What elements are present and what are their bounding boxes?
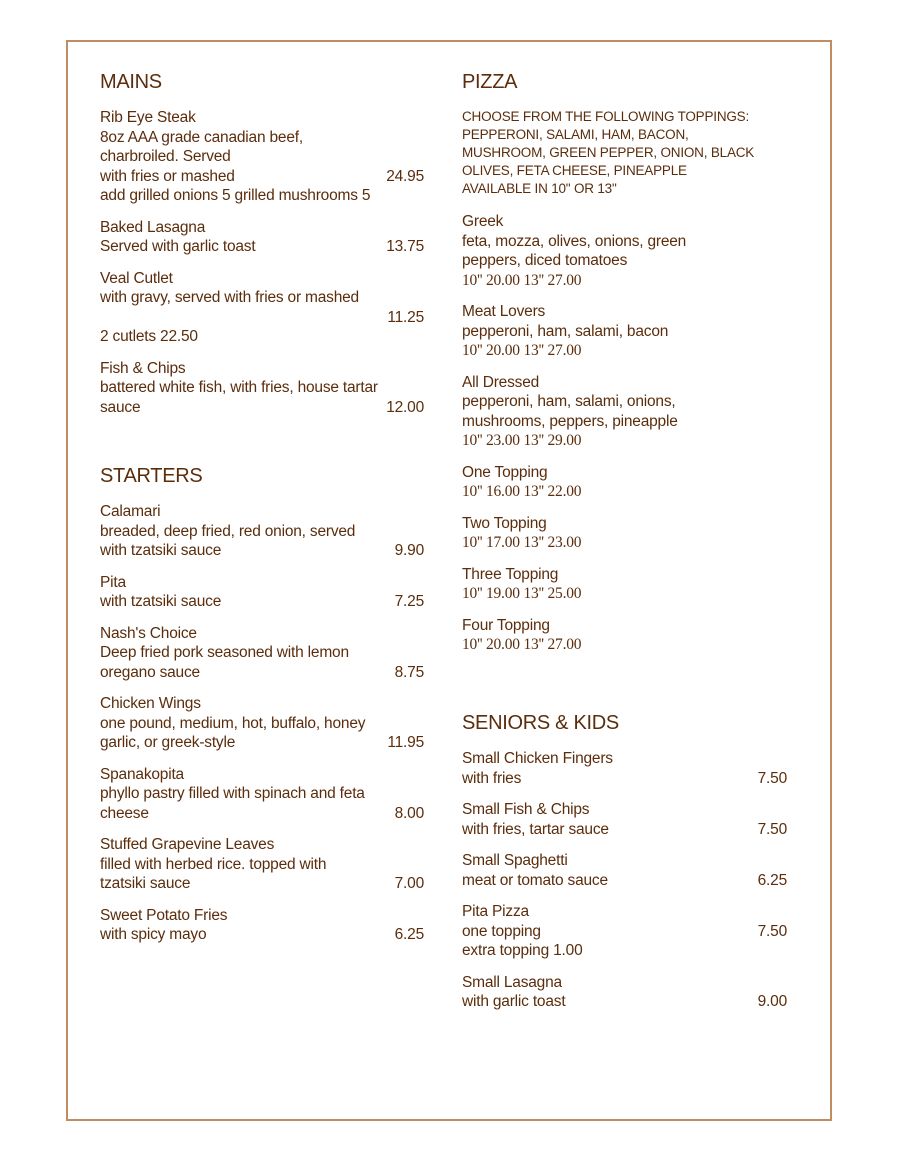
item-line — [100, 308, 424, 328]
item-name: One Topping — [462, 463, 548, 481]
size-prices: 10'' 16.00 13'' 22.00 — [462, 483, 582, 500]
item-name: Rib Eye Steak — [100, 109, 196, 126]
section-starters — [100, 464, 424, 957]
item-name: Veal Cutlet — [100, 269, 173, 287]
item-description: cheese — [100, 804, 149, 822]
item-name: Small Spaghetti — [462, 852, 568, 869]
menu-item — [462, 973, 787, 1012]
item-description: 8oz AAA grade canadian beef, — [100, 128, 303, 146]
item-price: 7.50 — [757, 922, 787, 940]
item-description: with garlic toast — [462, 993, 566, 1010]
item-description: Served with garlic toast — [100, 238, 256, 255]
item-line — [462, 992, 787, 1012]
item-line — [100, 784, 424, 804]
item-line — [462, 922, 787, 942]
item-line — [100, 522, 424, 542]
item-line — [100, 855, 424, 875]
menu-item — [100, 502, 424, 561]
section-seniors-kids — [462, 711, 787, 1024]
item-description: add grilled onions 5 grilled mushrooms 5 — [100, 187, 371, 204]
menu-item — [462, 749, 787, 788]
item-line — [100, 874, 424, 894]
item-name: Fish & Chips — [100, 359, 186, 377]
size-prices: 10'' 17.00 13'' 23.00 — [462, 534, 582, 551]
item-description: feta, mozza, olives, onions, green — [462, 232, 687, 250]
item-line — [100, 925, 424, 945]
item-name: Calamari — [100, 503, 161, 520]
item-line — [100, 186, 424, 206]
item-line — [100, 663, 424, 683]
item-description: with tzatsiki sauce — [100, 593, 222, 610]
menu-item — [462, 902, 787, 961]
item-description: oregano sauce — [100, 663, 200, 681]
item-name: Small Lasagna — [462, 973, 562, 991]
item-name: Pita Pizza — [462, 903, 529, 920]
item-name: Two Topping — [462, 514, 547, 532]
item-name: Pita — [100, 573, 126, 591]
note-line: OLIVES, FETA CHEESE, PINEAPPLE — [462, 163, 687, 178]
item-line — [100, 733, 424, 753]
item-price: 11.95 — [387, 734, 424, 751]
menu-item — [100, 624, 424, 683]
menu-item — [100, 218, 424, 257]
toppings-note — [462, 108, 787, 198]
item-description: pepperoni, ham, salami, bacon — [462, 322, 669, 340]
item-description: mushrooms, peppers, pineapple — [462, 412, 678, 430]
item-line — [462, 871, 787, 891]
item-line — [100, 804, 424, 824]
item-description: one pound, medium, hot, buffalo, honey — [100, 714, 366, 732]
section-title: MAINS — [100, 71, 162, 93]
item-line — [462, 820, 787, 840]
item-price: 12.00 — [386, 398, 424, 416]
menu-item — [462, 514, 787, 553]
item-description: with fries, tartar sauce — [462, 820, 609, 838]
item-line — [100, 327, 424, 347]
menu-item — [462, 302, 787, 361]
item-name: All Dressed — [462, 373, 540, 391]
item-description: meat or tomato sauce — [462, 871, 608, 889]
item-line — [462, 769, 787, 789]
note-line: CHOOSE FROM THE FOLLOWING TOPPINGS: — [462, 109, 750, 124]
item-price: 7.50 — [757, 820, 787, 838]
item-description: sauce — [100, 398, 141, 416]
menu-item — [100, 906, 424, 945]
item-name: Spanakopita — [100, 765, 184, 783]
item-price: 7.00 — [394, 875, 424, 892]
item-description: with fries — [462, 769, 522, 787]
section-pizza — [462, 70, 787, 667]
menu-item — [100, 835, 424, 894]
item-description: with fries or mashed — [100, 167, 235, 185]
item-price: 7.25 — [394, 593, 424, 610]
item-line — [462, 392, 787, 412]
item-line — [100, 288, 424, 308]
item-name: Small Chicken Fingers — [462, 750, 613, 767]
item-line — [100, 541, 424, 561]
menu-item — [462, 616, 787, 655]
menu-item — [462, 851, 787, 890]
item-description: filled with herbed rice. topped with — [100, 855, 327, 873]
item-line — [100, 237, 424, 257]
item-description: tzatsiki sauce — [100, 875, 191, 892]
item-line — [100, 167, 424, 187]
size-prices: 10'' 20.00 13'' 27.00 — [462, 342, 582, 359]
item-price: 8.75 — [394, 663, 424, 681]
item-line — [462, 941, 787, 961]
item-line — [100, 147, 424, 167]
item-description: with tzatsiki sauce — [100, 542, 222, 559]
size-prices: 10'' 19.00 13'' 25.00 — [462, 585, 582, 602]
item-line — [100, 378, 424, 398]
item-price: 6.25 — [394, 926, 424, 943]
note-line: AVAILABLE IN 10" OR 13" — [462, 181, 617, 196]
item-name: Baked Lasagna — [100, 218, 206, 236]
sirved-watermark: sirved — [622, 1031, 828, 1116]
section-title: STARTERS — [100, 465, 203, 487]
item-price: 24.95 — [386, 167, 424, 185]
item-name: Nash's Choice — [100, 624, 197, 642]
item-name: Sweet Potato Fries — [100, 906, 228, 924]
item-price: 11.25 — [387, 308, 424, 326]
size-prices: 10'' 20.00 13'' 27.00 — [462, 271, 582, 289]
item-description: peppers, diced tomatoes — [462, 252, 628, 269]
menu-item — [462, 800, 787, 839]
section-title: PIZZA — [462, 71, 518, 93]
item-name: Small Fish & Chips — [462, 801, 590, 818]
item-name: Chicken Wings — [100, 695, 201, 712]
item-name: Four Topping — [462, 616, 550, 634]
item-line — [100, 398, 424, 418]
item-name: Stuffed Grapevine Leaves — [100, 836, 275, 853]
item-description: garlic, or greek-style — [100, 734, 236, 751]
item-description: battered white fish, with fries, house tartar — [100, 379, 378, 396]
item-description: phyllo pastry filled with spinach and feta — [100, 785, 365, 802]
section-title: SENIORS & KIDS — [462, 712, 619, 734]
item-line — [100, 592, 424, 612]
item-line — [100, 714, 424, 734]
item-line — [462, 412, 787, 432]
item-price: 8.00 — [394, 804, 424, 822]
item-price: 9.90 — [394, 542, 424, 559]
menu-item — [462, 212, 787, 290]
note-line: MUSHROOM, GREEN PEPPER, ONION, BLACK — [462, 145, 755, 160]
item-description: Deep fried pork seasoned with lemon — [100, 644, 349, 661]
item-description: with gravy, served with fries or mashed — [100, 289, 359, 306]
menu-item — [100, 269, 424, 347]
item-description: charbroiled. Served — [100, 148, 231, 165]
item-name: Greek — [462, 213, 504, 230]
section-mains — [100, 70, 424, 429]
item-price: 6.25 — [757, 871, 787, 889]
item-price: 13.75 — [386, 238, 424, 255]
size-prices: 10'' 23.00 13'' 29.00 — [462, 432, 582, 449]
item-description: extra topping 1.00 — [462, 942, 583, 959]
menu-item — [100, 573, 424, 612]
menu-item — [100, 359, 424, 418]
item-description: pepperoni, ham, salami, onions, — [462, 393, 676, 410]
item-line — [100, 643, 424, 663]
item-price: 9.00 — [757, 993, 787, 1010]
menu-item — [462, 373, 787, 451]
item-description: breaded, deep fried, red onion, served — [100, 522, 356, 540]
size-prices: 10'' 20.00 13'' 27.00 — [462, 636, 582, 653]
item-description: one topping — [462, 922, 541, 940]
item-line — [462, 322, 787, 342]
item-description: 2 cutlets 22.50 — [100, 328, 198, 345]
item-line — [100, 128, 424, 148]
menu-item — [462, 565, 787, 604]
menu-item — [100, 765, 424, 824]
item-description: with spicy mayo — [100, 926, 207, 943]
item-line — [462, 232, 787, 252]
item-name: Meat Lovers — [462, 303, 546, 320]
note-line: PEPPERONI, SALAMI, HAM, BACON, — [462, 127, 689, 142]
item-price: 7.50 — [757, 769, 787, 787]
item-name: Three Topping — [462, 565, 559, 583]
menu-item — [100, 694, 424, 753]
menu-item — [462, 463, 787, 502]
item-line — [462, 251, 787, 271]
menu-item — [100, 108, 424, 206]
